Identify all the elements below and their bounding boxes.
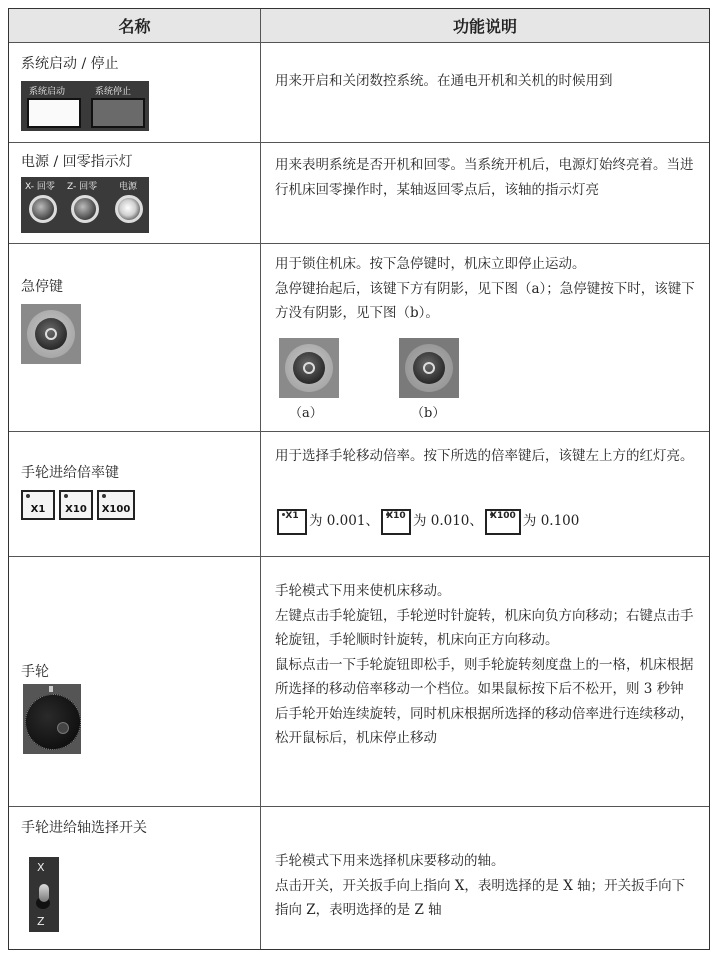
x-home-lamp-icon [29,195,57,223]
row-desc: 用来表明系统是否开机和回零。当系统开机后，电源灯始终亮着。当进行机床回零操作时，某轴返回零点后，该轴的指示灯亮 [275,157,694,198]
row-name: 手轮 [21,664,49,680]
row-desc: 用来开启和关闭数控系统。在通电开机和关机的时候用到 [275,73,613,89]
table-row-handwheel [9,557,709,807]
caption-a: （a） [289,406,323,421]
row-name: 手轮进给轴选择开关 [21,820,147,836]
rate-x100-button[interactable]: X100 [97,490,135,520]
rate-x10-button[interactable]: X10 [59,490,93,520]
inline-x10-icon: X10 [381,509,411,535]
emergency-stop-button[interactable] [21,304,81,364]
system-stop-button[interactable] [91,98,145,128]
estop-down-image [399,338,459,398]
lamp-z-label: Z- 回零 [67,182,98,192]
inline-x1-icon: X1 [277,509,307,535]
table-row-estop [9,244,709,432]
row-name: 电源 / 回零指示灯 [21,154,133,170]
table-row-start-stop [9,43,709,143]
estop-desc-1: 用于锁住机床。按下急停键时，机床立即停止运动。 [275,256,586,272]
axis-desc-2: 点击开关，开关扳手向上指向 X，表明选择的是 X 轴；开关扳手向下指向 Z，表明选择的是 Z 轴 [275,877,686,918]
header-name: 名称 [9,9,261,42]
z-home-lamp-icon [71,195,99,223]
header-desc: 功能说明 [452,17,517,36]
stop-label: 系统停止 [95,87,132,97]
axis-desc-1: 手轮模式下用来选择机床要移动的轴。 [275,853,505,869]
row-name: 手轮进给倍率键 [21,465,119,481]
estop-up-image [279,338,339,398]
handwheel-desc-1: 手轮模式下用来使机床移动。 [275,583,451,599]
axis-select-switch[interactable] [29,857,59,932]
row-desc [275,579,697,751]
estop-desc-2: 急停键抬起后，该键下方有阴影，见下图（a）；急停键按下时，该键下方没有阴影，见下图（b）。 [275,280,695,321]
row-name: 急停键 [21,279,63,295]
row-desc [275,849,697,923]
power-lamp-icon [115,195,143,223]
indicator-panel [21,177,149,233]
system-start-button[interactable] [27,98,81,128]
caption-b: （b） [411,406,446,421]
row-name: 系统启动 / 停止 [21,56,119,72]
axis-z-label: Z [37,915,45,928]
lamp-x-label: X- 回零 [25,182,55,192]
inline-x100-icon: X100 [485,509,521,535]
rate-values: X1 为 0.001、 X10 为 0.010、 X100 为 0.100 [275,506,697,536]
handwheel-desc-2: 左键点击手轮旋钮，手轮逆时针旋转，机床向负方向移动；右键点击手轮旋钮，手轮顺时针旋转，机床向正方向移动。 [275,607,694,648]
start-label: 系统启动 [29,87,66,97]
row-desc [275,252,697,326]
rate-x1-button[interactable]: X1 [21,490,55,520]
row-desc: 用于选择手轮移动倍率。按下所选的倍率键后，该键左上方的红灯亮。 [275,448,694,464]
table-row-axis [9,807,709,949]
handwheel-desc-3: 鼠标点击一下手轮旋钮即松手，则手轮旋转刻度盘上的一格，机床根据所选择的移动倍率移动一个档位。如果鼠标按下后不松开，则 3 秒钟后手轮开始连续旋转，同时机床根据所选择的移动倍率进行连续移动，松开鼠标后，机床停止移动 [275,656,694,746]
axis-x-label: X [37,861,45,874]
start-stop-panel [21,81,149,131]
table-row-rate [9,432,709,557]
lamp-power-label: 电源 [119,182,138,192]
switch-lever-icon [39,884,49,902]
function-table [8,8,710,950]
handwheel-knob[interactable] [23,684,81,754]
table-header [9,9,709,43]
table-row-indicator [9,143,709,244]
